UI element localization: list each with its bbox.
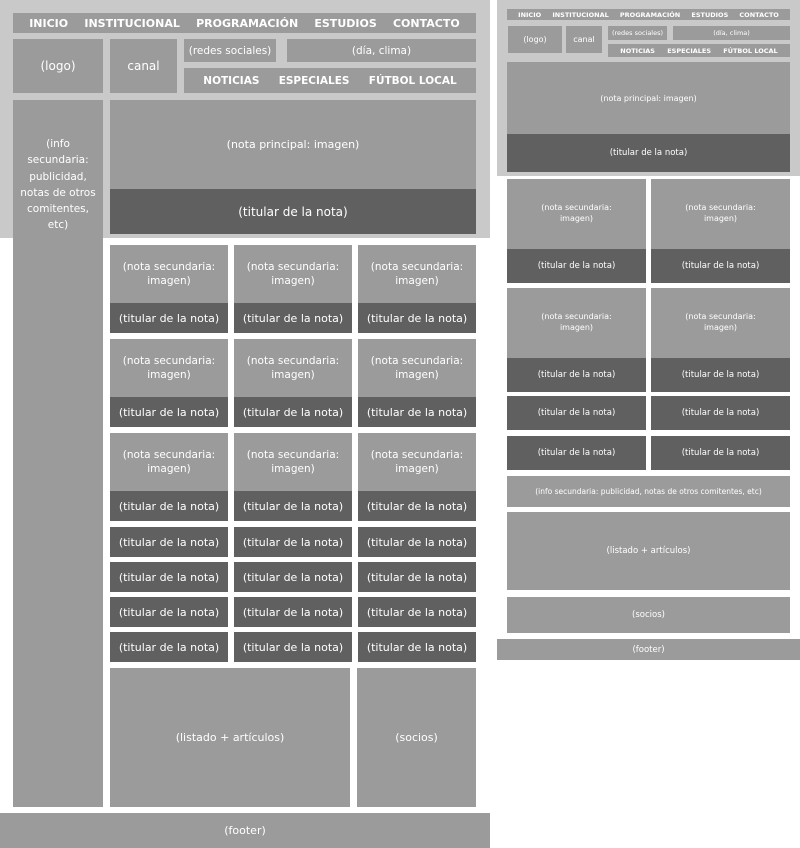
logo-label: (logo) [40, 59, 76, 73]
mobile-main-note-image-placeholder [507, 62, 790, 134]
headline-label: (titular de la nota) [242, 570, 344, 584]
mobile-headline-bar[interactable] [651, 396, 790, 430]
mobile-nav-item-contacto[interactable]: CONTACTO [739, 10, 779, 19]
subnav-item-especiales[interactable]: ESPECIALES [278, 74, 350, 87]
secondary-note-image-label: (nota secundaria: imagen) [246, 260, 340, 287]
headline-bar[interactable] [358, 527, 476, 557]
secondary-note-headline-label: (titular de la nota) [242, 405, 344, 419]
secondary-note-headline-bar [110, 491, 228, 521]
secondary-note-image-label: (nota secundaria: imagen) [541, 312, 612, 332]
secondary-note-headline-bar [358, 491, 476, 521]
secondary-note-image-placeholder [110, 433, 228, 491]
secondary-note-headline-label: (titular de la nota) [537, 370, 616, 380]
mobile-headline-list [507, 396, 790, 470]
secondary-note-image-placeholder [234, 245, 352, 303]
subnav-item-noticias[interactable]: NOTICIAS [203, 74, 260, 87]
mobile-secondary-note-card[interactable] [651, 288, 790, 392]
secondary-note-headline-bar [234, 397, 352, 427]
secondary-note-image-placeholder [110, 245, 228, 303]
mobile-secondary-note-card[interactable] [651, 179, 790, 283]
footer-label: (footer) [224, 824, 266, 837]
mobile-canal-label: canal [573, 35, 595, 44]
desktop-headline-list [110, 527, 476, 662]
mobile-section-nav [608, 44, 790, 57]
desktop-footer [0, 813, 490, 848]
secondary-info-sidebar [13, 100, 103, 807]
main-note-headline-label: (titular de la nota) [238, 204, 348, 219]
desktop-main-nav [13, 13, 476, 33]
mobile-main-note-headline-bar [507, 134, 790, 172]
partners-label: (socios) [395, 731, 438, 744]
mobile-subnav-item-noticias[interactable]: NOTICIAS [620, 46, 655, 55]
mobile-nav-item-estudios[interactable]: ESTUDIOS [691, 10, 729, 19]
headline-label: (titular de la nota) [681, 448, 760, 458]
mobile-footer [497, 639, 800, 660]
headline-label: (titular de la nota) [242, 640, 344, 654]
headline-label: (titular de la nota) [537, 448, 616, 458]
weather-box [287, 39, 476, 62]
mobile-subnav-item-especiales[interactable]: ESPECIALES [667, 46, 712, 55]
headline-label: (titular de la nota) [242, 605, 344, 619]
secondary-note-image-placeholder [234, 433, 352, 491]
secondary-note-card[interactable] [358, 245, 476, 333]
social-links-label: (redes sociales) [188, 44, 272, 57]
secondary-note-headline-label: (titular de la nota) [366, 311, 468, 325]
mobile-article-list-area [507, 512, 790, 590]
desktop-section-nav [184, 68, 476, 93]
secondary-note-headline-label: (titular de la nota) [118, 405, 220, 419]
headline-bar[interactable] [234, 562, 352, 592]
secondary-note-headline-bar [507, 358, 646, 392]
secondary-note-card[interactable] [110, 433, 228, 521]
logo-placeholder[interactable] [13, 39, 103, 93]
secondary-note-headline-label: (titular de la nota) [118, 311, 220, 325]
secondary-note-image-label: (nota secundaria: imagen) [370, 448, 464, 475]
secondary-note-headline-bar [358, 303, 476, 333]
secondary-note-headline-bar [507, 249, 646, 283]
secondary-note-headline-bar [234, 491, 352, 521]
nav-item-institucional[interactable]: INSTITUCIONAL [84, 16, 180, 30]
mobile-main-note-image-label: (nota principal: imagen) [600, 93, 697, 103]
canal-box [110, 39, 177, 93]
mobile-secondary-info-label: (info secundaria: publicidad, notas de otros comitentes, etc) [535, 487, 762, 496]
main-note-card[interactable] [110, 100, 476, 234]
mobile-secondary-info-bar [507, 476, 790, 507]
mobile-headline-bar[interactable] [507, 436, 646, 470]
headline-label: (titular de la nota) [366, 535, 468, 549]
partners-area [357, 668, 476, 807]
main-note-image-placeholder [110, 100, 476, 189]
mobile-nav-item-programacion[interactable]: PROGRAMACIÓN [619, 10, 681, 19]
secondary-note-image-label: (nota secundaria: imagen) [370, 354, 464, 381]
secondary-note-headline-label: (titular de la nota) [242, 311, 344, 325]
secondary-note-image-placeholder [507, 179, 646, 249]
article-list-area [110, 668, 350, 807]
secondary-note-headline-bar [358, 397, 476, 427]
nav-item-programacion[interactable]: PROGRAMACIÓN [196, 16, 299, 30]
secondary-note-card[interactable] [234, 433, 352, 521]
secondary-note-headline-label: (titular de la nota) [366, 499, 468, 513]
secondary-note-image-label: (nota secundaria: imagen) [122, 260, 216, 287]
main-note-headline-bar [110, 189, 476, 234]
headline-bar[interactable] [234, 632, 352, 662]
mobile-logo-placeholder[interactable] [508, 26, 562, 53]
secondary-note-card[interactable] [110, 245, 228, 333]
desktop-secondary-notes-grid [110, 245, 476, 521]
mobile-secondary-note-card[interactable] [507, 288, 646, 392]
mobile-nav-item-inicio[interactable]: INICIO [518, 10, 542, 19]
headline-label: (titular de la nota) [118, 605, 220, 619]
mobile-partners-area [507, 597, 790, 633]
headline-bar[interactable] [110, 527, 228, 557]
secondary-note-image-placeholder [110, 339, 228, 397]
secondary-note-headline-bar [110, 303, 228, 333]
nav-item-estudios[interactable]: ESTUDIOS [314, 16, 377, 30]
secondary-note-headline-label: (titular de la nota) [366, 405, 468, 419]
mobile-main-note-card[interactable] [507, 62, 790, 172]
secondary-note-image-label: (nota secundaria: imagen) [122, 354, 216, 381]
secondary-note-card[interactable] [358, 433, 476, 521]
secondary-note-image-label: (nota secundaria: imagen) [370, 260, 464, 287]
headline-bar[interactable] [110, 632, 228, 662]
mobile-canal-box [566, 26, 602, 53]
secondary-note-image-label: (nota secundaria: imagen) [246, 448, 340, 475]
canal-label: canal [127, 59, 160, 73]
mobile-weather-label: (día, clima) [713, 29, 750, 37]
mobile-weather-box [673, 26, 790, 40]
headline-label: (titular de la nota) [366, 570, 468, 584]
mobile-article-list-label: (listado + artículos) [606, 546, 691, 556]
secondary-note-headline-label: (titular de la nota) [681, 261, 760, 271]
headline-bar[interactable] [358, 562, 476, 592]
headline-label: (titular de la nota) [537, 408, 616, 418]
headline-bar[interactable] [234, 597, 352, 627]
subnav-item-futbol-local[interactable]: FÚTBOL LOCAL [368, 74, 457, 87]
mobile-headline-bar[interactable] [507, 396, 646, 430]
headline-label: (titular de la nota) [366, 640, 468, 654]
article-list-label: (listado + artículos) [175, 731, 285, 744]
mobile-footer-label: (footer) [632, 644, 665, 655]
secondary-note-image-label: (nota secundaria: imagen) [685, 312, 756, 332]
social-links-placeholder[interactable] [184, 39, 276, 62]
main-note-image-label: (nota principal: imagen) [226, 138, 360, 151]
headline-bar[interactable] [234, 527, 352, 557]
mobile-secondary-note-card[interactable] [507, 179, 646, 283]
secondary-note-image-label: (nota secundaria: imagen) [541, 203, 612, 223]
mobile-secondary-notes-grid [507, 179, 790, 392]
secondary-note-image-label: (nota secundaria: imagen) [122, 448, 216, 475]
secondary-note-card[interactable] [234, 245, 352, 333]
secondary-note-headline-label: (titular de la nota) [681, 370, 760, 380]
secondary-note-image-placeholder [358, 433, 476, 491]
mobile-logo-label: (logo) [523, 35, 547, 44]
weather-label: (día, clima) [351, 44, 412, 57]
mobile-subnav-item-futbol-local[interactable]: FÚTBOL LOCAL [723, 46, 778, 55]
secondary-note-headline-bar [110, 397, 228, 427]
secondary-note-headline-bar [651, 358, 790, 392]
secondary-note-headline-label: (titular de la nota) [118, 499, 220, 513]
headline-label: (titular de la nota) [681, 408, 760, 418]
secondary-note-image-placeholder [651, 179, 790, 249]
secondary-note-headline-label: (titular de la nota) [242, 499, 344, 513]
secondary-note-card[interactable] [234, 339, 352, 427]
secondary-note-card[interactable] [110, 339, 228, 427]
secondary-note-headline-bar [651, 249, 790, 283]
secondary-note-image-placeholder [234, 339, 352, 397]
headline-label: (titular de la nota) [118, 570, 220, 584]
secondary-note-card[interactable] [358, 339, 476, 427]
secondary-note-image-label: (nota secundaria: imagen) [246, 354, 340, 381]
headline-label: (titular de la nota) [242, 535, 344, 549]
mobile-headline-bar[interactable] [651, 436, 790, 470]
headline-bar[interactable] [358, 632, 476, 662]
nav-item-contacto[interactable]: CONTACTO [392, 16, 460, 30]
secondary-note-image-placeholder [507, 288, 646, 358]
secondary-note-headline-label: (titular de la nota) [537, 261, 616, 271]
headline-bar[interactable] [110, 597, 228, 627]
secondary-note-image-placeholder [358, 339, 476, 397]
headline-bar[interactable] [110, 562, 228, 592]
sidebar-label: (info secundaria: publicidad, notas de otros comitentes, etc) [20, 138, 96, 232]
secondary-note-headline-bar [234, 303, 352, 333]
nav-item-inicio[interactable]: INICIO [29, 16, 69, 30]
mobile-social-links-label: (redes sociales) [611, 29, 664, 37]
headline-label: (titular de la nota) [118, 535, 220, 549]
mobile-main-nav [507, 9, 790, 20]
mobile-partners-label: (socios) [632, 610, 665, 620]
mobile-main-note-headline-label: (titular de la nota) [609, 148, 688, 158]
headline-label: (titular de la nota) [118, 640, 220, 654]
headline-bar[interactable] [358, 597, 476, 627]
secondary-note-image-placeholder [358, 245, 476, 303]
secondary-note-image-label: (nota secundaria: imagen) [685, 203, 756, 223]
headline-label: (titular de la nota) [366, 605, 468, 619]
mobile-social-links-placeholder[interactable] [608, 26, 667, 40]
secondary-note-image-placeholder [651, 288, 790, 358]
mobile-nav-item-institucional[interactable]: INSTITUCIONAL [552, 10, 609, 19]
